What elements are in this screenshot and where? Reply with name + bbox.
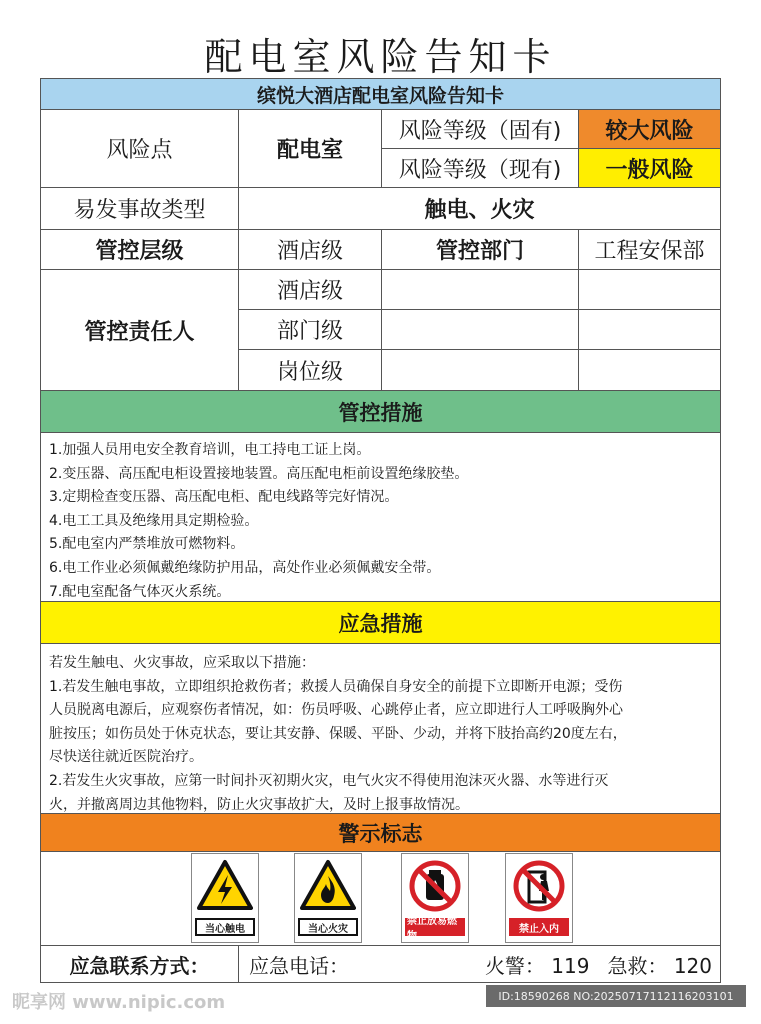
- sign-electric-shock: [191, 853, 259, 943]
- responsible-contact-dept: [579, 310, 720, 350]
- measure-item: 7.配电室配备气体灭火系统。: [49, 583, 231, 600]
- emergency-line: 火，并撤离周边其他物料，防止火灾事故扩大，及时上报事故情况。: [49, 796, 469, 813]
- measure-item: 1.加强人员用电安全教育培训，电工持电工证上岗。: [49, 442, 371, 458]
- emergency-line: 2.若发生火灾事故，应第一时间扑灭初期火灾，电气火灾不得使用泡沫灭火器、水等进行灭: [49, 772, 609, 789]
- responsible-person-dept: [382, 310, 579, 350]
- page-title: 配电室风险告知卡: [204, 35, 557, 79]
- measure-item: 6.电工作业必须佩戴绝缘防护用品，高处作业必须佩戴安全带。: [49, 559, 441, 576]
- sign-caption: 禁止放易燃物: [405, 918, 465, 936]
- measure-item: 5.配电室内严禁堆放可燃物料。: [49, 536, 245, 553]
- measure-item: 4.电工工具及绝缘用具定期检验。: [49, 512, 259, 529]
- risk-card: [40, 78, 721, 983]
- contact-info: [239, 946, 720, 982]
- measures-title: 管控措施: [41, 391, 720, 433]
- emergency-line: 尽快送往就近医院治疗。: [49, 749, 203, 766]
- watermark: 昵享网 www.nipic.com: [12, 992, 226, 1013]
- responsible-level-post: 岗位级: [239, 350, 382, 391]
- responsible-person-hotel: [382, 270, 579, 310]
- risk-level-inherent-value: 较大风险: [579, 110, 720, 149]
- emergency-line: 若发生触电、火灾事故，应采取以下措施：: [49, 655, 315, 671]
- sign-no-flammables: [401, 853, 469, 943]
- responsible-contact-post: [579, 350, 720, 391]
- emergency-text: [41, 644, 720, 814]
- accident-type-value: 触电、火灾: [239, 188, 720, 230]
- fire-warning-icon: [300, 858, 356, 914]
- sign-no-entry: [505, 853, 573, 943]
- emergency-line: 人员脱离电源后，应观察伤者情况，如：伤员呼吸、心跳停止者，应立即进行人工呼吸胸外心: [49, 702, 623, 719]
- responsible-level-hotel: 酒店级: [239, 270, 382, 310]
- emergency-phone-label: 应急电话：: [249, 953, 349, 978]
- fire-number: 火警： 119: [484, 953, 590, 978]
- responsible-label: 管控责任人: [41, 270, 239, 391]
- ambulance-number: 急救： 120: [607, 953, 712, 978]
- electric-shock-warning-icon: [197, 858, 253, 914]
- measure-item: 2.变压器、高压配电柜设置接地装置。高压配电柜前设置绝缘胶垫。: [49, 465, 469, 482]
- warning-signs-area: [41, 852, 720, 946]
- risk-point-value: 配电室: [239, 110, 382, 188]
- image-id-bar: ID:18590268 NO:20250717112116203101: [486, 985, 746, 1007]
- control-dept-label: 管控部门: [382, 230, 579, 270]
- contact-label: 应急联系方式：: [41, 946, 239, 982]
- risk-level-current-label: 风险等级（现有): [382, 149, 579, 188]
- risk-level-current-value: 一般风险: [579, 149, 720, 188]
- risk-point-label: 风险点: [41, 110, 239, 188]
- no-flammables-icon: [407, 858, 463, 914]
- responsible-level-dept: 部门级: [239, 310, 382, 350]
- control-level-label: 管控层级: [41, 230, 239, 270]
- risk-level-inherent-label: 风险等级（固有): [382, 110, 579, 149]
- sign-fire: [294, 853, 362, 943]
- sign-caption: 当心火灾: [298, 918, 358, 936]
- emergency-line: 脏按压；如伤员处于休克状态，要让其安静、保暖、平卧、少动，并将下肢抬高约20度左右，: [49, 725, 627, 742]
- control-level-value: 酒店级: [239, 230, 382, 270]
- card-header: 缤悦大酒店配电室风险告知卡: [41, 79, 720, 110]
- emergency-line: 1.若发生触电事故，立即组织抢救伤者；救援人员确保自身安全的前提下立即断开电源；受伤: [49, 678, 623, 695]
- sign-caption: 禁止入内: [509, 918, 569, 936]
- sign-caption: 当心触电: [195, 918, 255, 936]
- no-entry-icon: [511, 858, 567, 914]
- accident-type-label: 易发事故类型: [41, 188, 239, 230]
- measures-list: [41, 433, 720, 602]
- warning-title: 警示标志: [41, 814, 720, 852]
- control-dept-value: 工程安保部: [579, 230, 720, 270]
- responsible-person-post: [382, 350, 579, 391]
- measure-item: 3.定期检查变压器、高压配电柜、配电线路等完好情况。: [49, 489, 399, 506]
- emergency-title: 应急措施: [41, 602, 720, 644]
- responsible-contact-hotel: [579, 270, 720, 310]
